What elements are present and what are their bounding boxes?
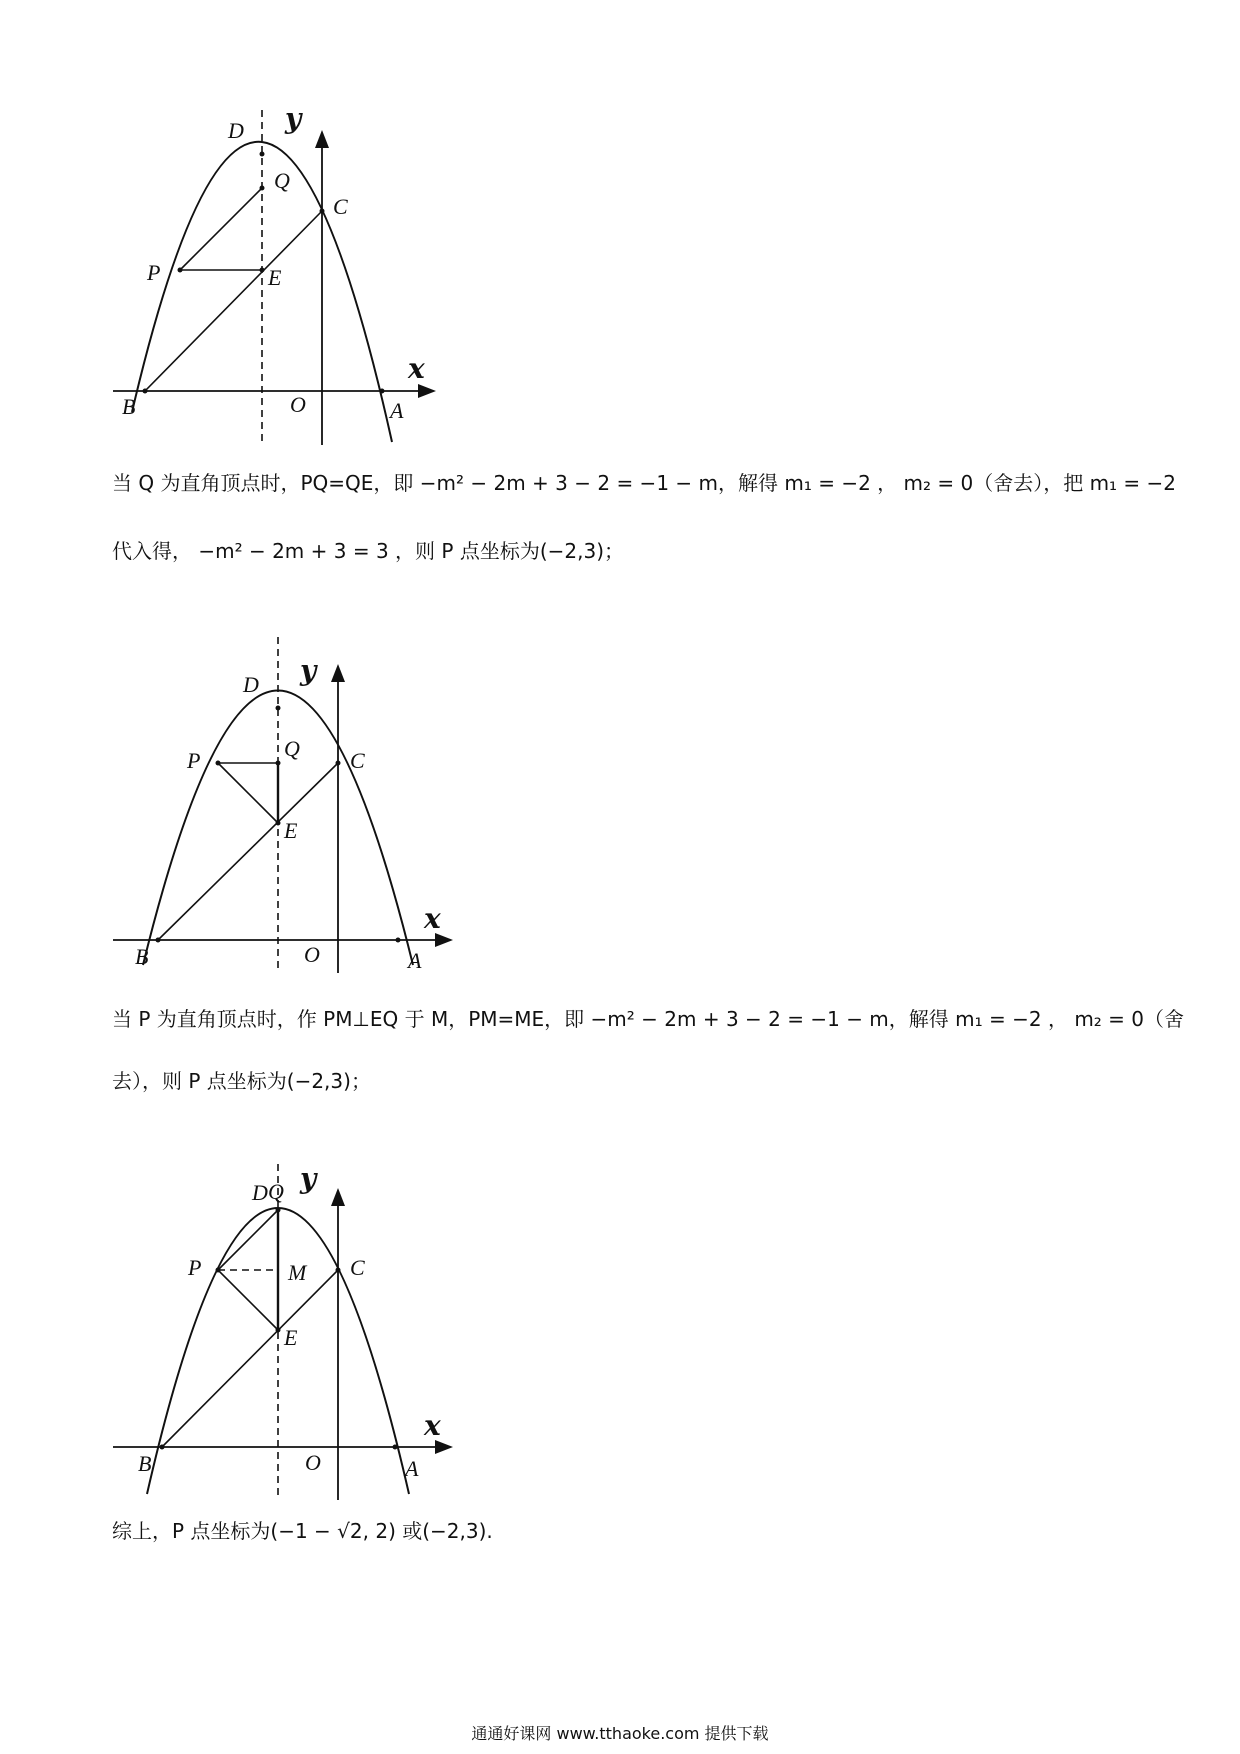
x-axis-arrow-1 (418, 384, 436, 398)
point-B-2 (156, 938, 161, 943)
label-x-2: x (424, 902, 441, 935)
label-M-3: M (288, 1260, 307, 1285)
segment-BC-3 (162, 1270, 338, 1447)
label-P-1: P (147, 260, 161, 285)
point-B-1 (143, 389, 148, 394)
label-A-3: A (405, 1456, 419, 1481)
figure-2-graph (113, 637, 453, 973)
label-A-1: A (390, 398, 404, 423)
point-D-1 (260, 152, 265, 157)
x-axis-arrow-3 (435, 1440, 453, 1454)
point-Q-2 (276, 761, 281, 766)
point-C-2 (336, 761, 341, 766)
label-x-1: x (408, 352, 425, 385)
label-B-3: B (138, 1451, 152, 1476)
segment-PE-3 (218, 1270, 278, 1330)
label-Q-1: Q (274, 168, 290, 193)
segment-PQ-1 (180, 188, 262, 270)
label-O-2: O (304, 942, 320, 967)
segment-PQ-3 (218, 1210, 278, 1270)
point-A-3 (393, 1445, 398, 1450)
label-A-2: A (408, 948, 422, 973)
segment-BC-1 (145, 211, 322, 391)
point-C-3 (336, 1268, 341, 1273)
label-Q-2: Q (284, 736, 300, 761)
paragraph-2-line-2: 去），则 P 点坐标为(−2,3)； (112, 1069, 371, 1093)
label-B-1: B (122, 394, 136, 419)
point-Q-1 (260, 186, 265, 191)
label-E-3: E (284, 1325, 298, 1350)
point-P-2 (216, 761, 221, 766)
point-Q-3 (276, 1208, 281, 1213)
label-C-3: C (350, 1255, 365, 1280)
label-y-1: y (285, 102, 302, 135)
y-axis-arrow-1 (315, 130, 329, 148)
label-E-1: E (268, 265, 282, 290)
segment-PE-2 (218, 763, 278, 823)
y-axis-arrow-3 (331, 1188, 345, 1206)
point-P-1 (178, 268, 183, 273)
point-D-2 (276, 706, 281, 711)
figure-3-graph (113, 1162, 453, 1500)
figure-1-graph (113, 102, 436, 445)
point-E-2 (276, 821, 281, 826)
paragraph-2-line-1: 当 P 为直角顶点时，作 PM⊥EQ 于 M，PM=ME，即 −m² − 2m + 3 − 2 = −1 − m，解得 m₁ = −2 ， m₂ = 0（舍 (112, 1007, 1185, 1031)
page-footer: 通通好课网 www.tthaoke.com 提供下载 (471, 1724, 769, 1743)
point-E-3 (276, 1328, 281, 1333)
point-C-1 (320, 209, 325, 214)
parabola-2 (143, 691, 413, 966)
label-O-3: O (305, 1450, 321, 1475)
label-y-3: y (300, 1162, 317, 1195)
point-P-3 (216, 1268, 221, 1273)
paragraph-3-line-1: 综上，P 点坐标为(−1 − √2, 2) 或(−2,3). (112, 1519, 493, 1543)
y-axis-arrow-2 (331, 664, 345, 682)
label-E-2: E (284, 818, 298, 843)
point-B-3 (160, 1445, 165, 1450)
x-axis-arrow-2 (435, 933, 453, 947)
label-P-3: P (188, 1255, 202, 1280)
label-D-3: D (252, 1180, 268, 1205)
label-Q-3: Q (268, 1179, 284, 1204)
label-O-1: O (290, 392, 306, 417)
point-A-1 (380, 389, 385, 394)
label-D-1: D (228, 118, 244, 143)
point-E-1 (260, 268, 265, 273)
label-y-2: y (300, 654, 317, 687)
label-C-2: C (350, 748, 365, 773)
label-C-1: C (333, 194, 348, 219)
paragraph-1-line-1: 当 Q 为直角顶点时，PQ=QE，即 −m² − 2m + 3 − 2 = −1 − m，解得 m₁ = −2 ， m₂ = 0（舍去），把 m₁ = −2 (112, 471, 1177, 495)
label-P-2: P (187, 748, 201, 773)
label-B-2: B (135, 944, 149, 969)
paragraph-1-line-2: 代入得， −m² − 2m + 3 = 3 ，则 P 点坐标为(−2,3)； (112, 539, 624, 563)
segment-BC-2 (158, 763, 338, 940)
label-D-2: D (243, 672, 259, 697)
label-x-3: x (424, 1409, 441, 1442)
point-A-2 (396, 938, 401, 943)
